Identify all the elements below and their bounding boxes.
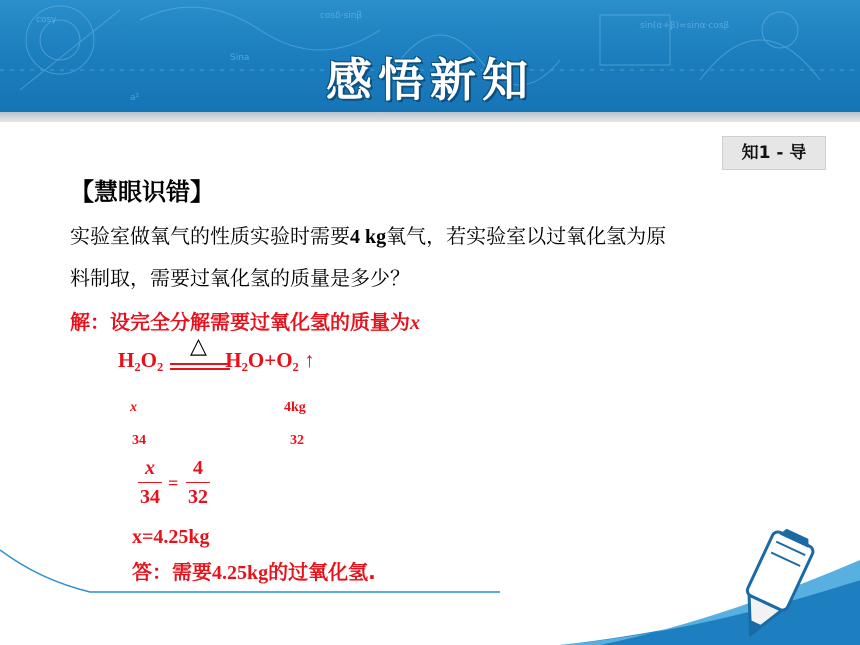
molar-mass-h2o2: 34 [132, 433, 146, 448]
svg-text:cosγ: cosγ [36, 15, 57, 25]
banner-divider [0, 112, 860, 122]
question-line-1 [70, 220, 666, 249]
fraction-right-bar [186, 482, 210, 483]
solution-intro-text: 解：设完全分解需要过氧化氢的质量为 [70, 310, 410, 334]
question-text-post: 氧气，若实验室以过氧化氢为原 [386, 224, 667, 248]
equation-products: H₂O+O₂ ↑ [225, 348, 315, 372]
banner-title: 感悟新知 [326, 53, 534, 107]
answer-pre: 答：需要 [132, 560, 212, 584]
answer-post: 的过氧化氢. [268, 560, 376, 584]
question-line-2: 料制取，需要过氧化氢的质量是多少？ [70, 266, 410, 290]
fraction-left-numerator: x [145, 457, 155, 479]
header-banner [0, 0, 860, 112]
svg-text:sin(α+β)=sinα·cosβ: sin(α+β)=sinα·cosβ [640, 21, 730, 31]
section-heading: 【慧眼识错】 [70, 178, 214, 206]
solution-variable: x [410, 312, 420, 334]
unknown-mass-label: x [130, 400, 137, 415]
solution-intro [70, 306, 420, 335]
equation-reactant: H₂O₂ [118, 348, 164, 372]
known-mass-label: 4kg [284, 400, 306, 415]
bottom-decoration [0, 520, 860, 645]
fraction-right [186, 457, 210, 508]
svg-text:cosδ·sinβ: cosδ·sinβ [320, 11, 363, 21]
svg-text:Sina: Sina [230, 53, 250, 63]
proportion-equals: = [168, 473, 179, 493]
result-line: x=4.25kg [132, 526, 210, 548]
reaction-equals-sign [170, 363, 230, 370]
fraction-left [138, 457, 162, 508]
answer-mass: 4.25kg [212, 562, 269, 584]
fraction-left-bar [138, 482, 162, 483]
section-tag: 知1 - 导 [722, 136, 826, 170]
svg-text:a²: a² [130, 93, 140, 103]
question-text-pre: 实验室做氧气的性质实验时需要 [70, 224, 350, 248]
fraction-right-denominator: 32 [188, 486, 208, 508]
question-mass: 4 kg [350, 226, 387, 248]
fraction-left-denominator: 34 [140, 486, 160, 508]
heat-condition-symbol: △ [190, 334, 207, 359]
molar-mass-o2: 32 [290, 433, 304, 448]
fraction-right-numerator: 4 [193, 457, 203, 479]
